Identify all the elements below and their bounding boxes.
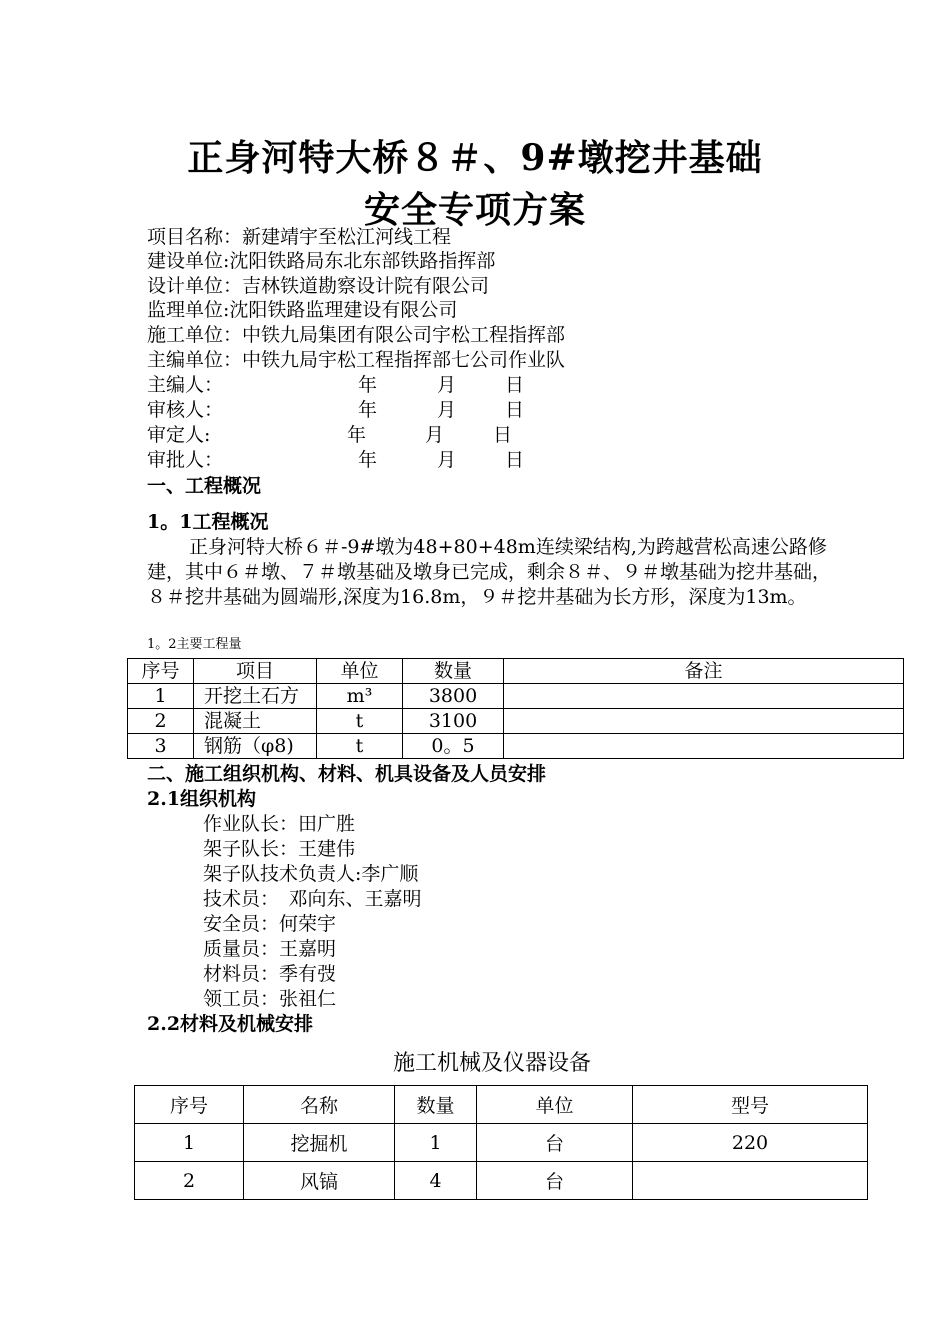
org-member: 作业队长：田广胜 (203, 813, 356, 835)
signoff-year: 年 (358, 374, 378, 396)
table-cell: 挖掘机 (244, 1124, 395, 1162)
signoff-year: 年 (358, 399, 378, 421)
table-header-cell: 名称 (244, 1086, 395, 1124)
table-cell: 2 (128, 709, 194, 734)
table-cell: 台 (477, 1162, 633, 1200)
table-header-row (128, 659, 904, 684)
org-member: 架子队长：王建伟 (203, 838, 356, 860)
equipment-table-caption: 施工机械及仪器设备 (392, 1051, 591, 1076)
table-cell (504, 709, 904, 734)
table-row (128, 684, 904, 709)
table-cell: 1 (135, 1124, 244, 1162)
table-header-cell: 序号 (128, 659, 194, 684)
info-project: 项目名称：新建靖宇至松江河线工程 (147, 226, 452, 248)
table-cell: 1 (395, 1124, 477, 1162)
table-cell: m³ (317, 684, 403, 709)
table-cell: 2 (135, 1162, 244, 1200)
signoff-label: 主编人： (147, 374, 224, 396)
table-row (128, 709, 904, 734)
table-cell (504, 684, 904, 709)
table-header-cell: 单位 (477, 1086, 633, 1124)
table-header-cell: 备注 (504, 659, 904, 684)
table-cell: 台 (477, 1124, 633, 1162)
table-cell: t (317, 734, 403, 759)
info-constructor: 施工单位：中铁九局集团有限公司宇松工程指挥部 (147, 324, 566, 346)
info-builder: 建设单位:沈阳铁路局东北东部铁路指挥部 (147, 250, 496, 272)
section-heading-1: 一、工程概况 (147, 475, 262, 497)
table-header-row (135, 1086, 868, 1124)
table-cell: 钢筋（φ8) (194, 734, 317, 759)
table-header-cell: 项目 (194, 659, 317, 684)
table-cell: 风镐 (244, 1162, 395, 1200)
table-cell: 3 (128, 734, 194, 759)
table-cell (633, 1162, 868, 1200)
signoff-day: 日 (505, 399, 525, 421)
equipment-table (134, 1085, 868, 1200)
table-cell: 开挖土石方 (194, 684, 317, 709)
table-row (135, 1124, 868, 1162)
table-header-cell: 数量 (395, 1086, 477, 1124)
org-member: 架子队技术负责人:李广顺 (203, 863, 419, 885)
table-row (135, 1162, 868, 1200)
signoff-day: 日 (505, 449, 525, 471)
document-subtitle: 安全专项方案 (363, 189, 586, 231)
org-member: 技术员： 邓向东、王嘉明 (203, 888, 422, 910)
signoff-day: 日 (493, 424, 513, 446)
table-cell: 1 (128, 684, 194, 709)
section-heading-2-1: 2.1组织机构 (147, 788, 257, 810)
signoff-label: 审批人： (147, 449, 224, 471)
signoff-year: 年 (358, 449, 378, 471)
signoff-month: 月 (437, 374, 457, 396)
table-cell: 混凝土 (194, 709, 317, 734)
info-supervisor: 监理单位:沈阳铁路监理建设有限公司 (147, 299, 458, 321)
signoff-month: 月 (437, 399, 457, 421)
table-cell: 220 (633, 1124, 868, 1162)
signoff-label: 审核人： (147, 399, 224, 421)
org-member: 材料员：季有弢 (203, 963, 337, 985)
table-header-cell: 型号 (633, 1086, 868, 1124)
table-header-cell: 单位 (317, 659, 403, 684)
table-row (128, 734, 904, 759)
signoff-month: 月 (437, 449, 457, 471)
org-member: 质量员：王嘉明 (203, 938, 337, 960)
section-heading-2-2: 2.2材料及机械安排 (147, 1013, 314, 1035)
table-cell (504, 734, 904, 759)
section-heading-1-2: 1。2主要工程量 (147, 637, 242, 652)
table-cell: 3800 (403, 684, 504, 709)
org-member: 领工员：张祖仁 (203, 988, 337, 1010)
section-heading-1-1: 1。1工程概况 (147, 511, 269, 533)
info-editor-unit: 主编单位：中铁九局宇松工程指挥部七公司作业队 (147, 349, 566, 371)
table-cell: 4 (395, 1162, 477, 1200)
section-heading-2: 二、施工组织机构、材料、机具设备及人员安排 (147, 763, 547, 785)
document-title: 正身河特大桥８＃、9#墩挖井基础 (187, 137, 763, 179)
signoff-day: 日 (505, 374, 525, 396)
signoff-month: 月 (425, 424, 445, 446)
table-header-cell: 序号 (135, 1086, 244, 1124)
table-cell: t (317, 709, 403, 734)
quantities-table (127, 658, 904, 759)
org-member: 安全员：何荣宇 (203, 913, 337, 935)
signoff-year: 年 (347, 424, 367, 446)
table-header-cell: 数量 (403, 659, 504, 684)
table-cell: 3100 (403, 709, 504, 734)
overview-paragraph: 正身河特大桥６＃-9#墩为48+80+48m连续梁结构,为跨越营松高速公路修建，其中６＃墩、７＃墩基础及墩身已完成，剩余８＃、９＃墩基础为挖井基础，８＃挖井基础为圆端形,深度为16.8m，９＃挖井基础为长方形，深度为13m。 (147, 536, 832, 608)
info-designer: 设计单位：吉林铁道勘察设计院有限公司 (147, 275, 490, 297)
table-cell: 0。5 (403, 734, 504, 759)
signoff-label: 审定人: (147, 424, 211, 446)
